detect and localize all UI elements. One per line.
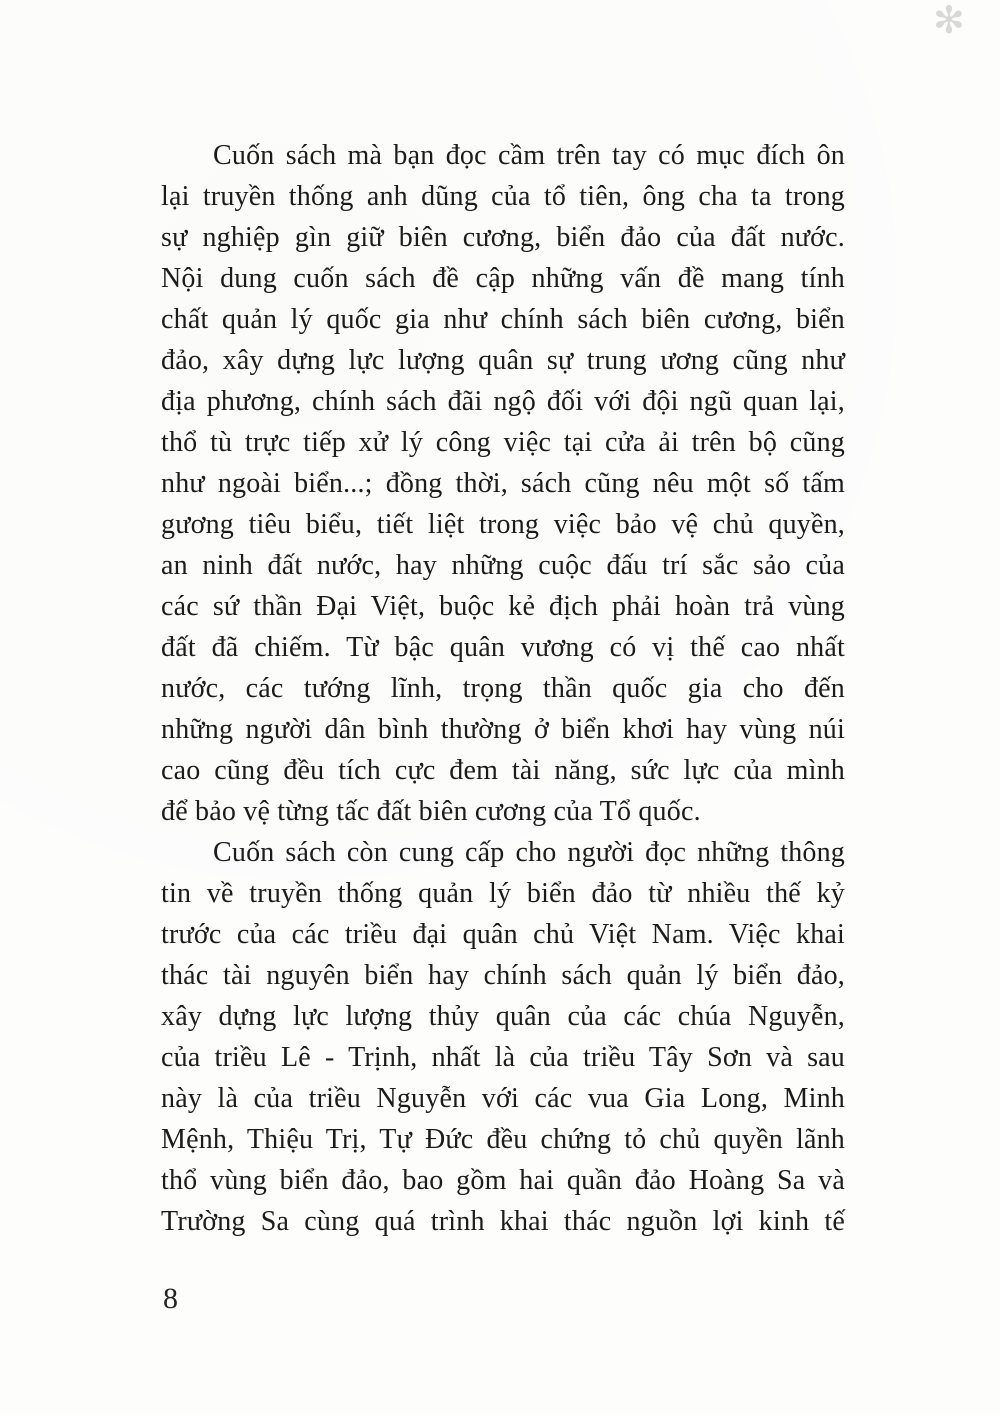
flower-ornament-icon: ✻	[933, 0, 965, 42]
text-line: đất đã chiếm. Từ bậc quân vương có vị thế cao nhất	[161, 632, 845, 663]
text-line: an ninh đất nước, hay những cuộc đấu trí sắc sảo của	[161, 550, 845, 581]
text-line: nước, các tướng lĩnh, trọng thần quốc gia cho đến	[161, 673, 845, 704]
text-line: thổ vùng biển đảo, bao gồm hai quần đảo Hoàng Sa và	[161, 1165, 845, 1196]
text-line: gương tiêu biểu, tiết liệt trong việc bảo vệ chủ quyền,	[161, 509, 845, 540]
page-number: 8	[163, 1282, 178, 1315]
text-line: thác tài nguyên biển hay chính sách quản lý biển đảo,	[161, 960, 845, 991]
text-line: chất quản lý quốc gia như chính sách biên cương, biển	[161, 304, 845, 335]
text-line: Nội dung cuốn sách đề cập những vấn đề mang tính	[161, 263, 845, 294]
text-line: sự nghiệp gìn giữ biên cương, biển đảo của đất nước.	[161, 222, 845, 253]
text-line: Cuốn sách mà bạn đọc cầm trên tay có mục đích ôn	[213, 140, 845, 171]
text-line: cao cũng đều tích cực đem tài năng, sức lực của mình	[161, 755, 845, 786]
text-line: những người dân bình thường ở biển khơi hay vùng núi	[161, 714, 845, 745]
text-line: lại truyền thống anh dũng của tổ tiên, ông cha ta trong	[161, 181, 845, 212]
text-line: của triều Lê - Trịnh, nhất là của triều Tây Sơn và sau	[161, 1042, 845, 1073]
text-line: Cuốn sách còn cung cấp cho người đọc những thông	[213, 837, 845, 868]
text-line: đảo, xây dựng lực lượng quân sự trung ương cũng như	[161, 345, 845, 376]
text-line: thổ tù trực tiếp xử lý công việc tại cửa ải trên bộ cũng	[161, 427, 845, 458]
text-line: Trường Sa cùng quá trình khai thác nguồn lợi kinh tế	[161, 1206, 845, 1237]
text-line: để bảo vệ từng tấc đất biên cương của Tổ quốc.	[161, 796, 701, 827]
text-line: các sứ thần Đại Việt, buộc kẻ địch phải hoàn trả vùng	[161, 591, 845, 622]
text-line: tin về truyền thống quản lý biển đảo từ nhiều thế kỷ	[161, 878, 845, 909]
text-line: như ngoài biển...; đồng thời, sách cũng nêu một số tấm	[161, 468, 845, 499]
text-line: Mệnh, Thiệu Trị, Tự Đức đều chứng tỏ chủ quyền lãnh	[161, 1124, 845, 1155]
text-line: trước của các triều đại quân chủ Việt Nam. Việc khai	[161, 919, 845, 950]
body-text	[161, 135, 845, 1242]
text-line: xây dựng lực lượng thủy quân của các chúa Nguyễn,	[161, 1001, 845, 1032]
text-line: này là của triều Nguyễn với các vua Gia Long, Minh	[161, 1083, 845, 1114]
text-line: địa phương, chính sách đãi ngộ đối với đội ngũ quan lại,	[161, 386, 845, 417]
